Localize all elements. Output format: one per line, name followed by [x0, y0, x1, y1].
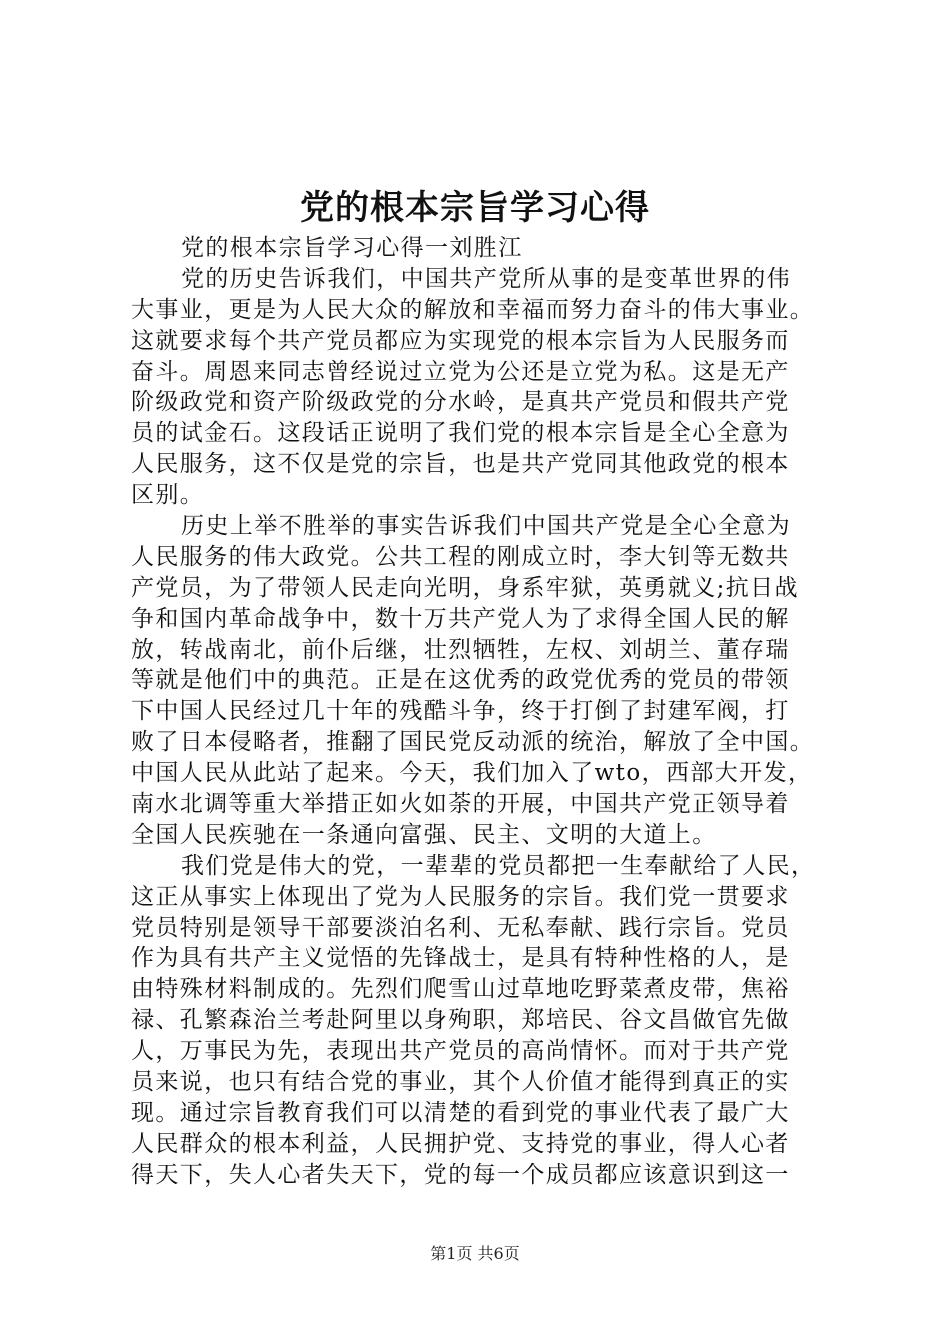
paragraph-1-line: 区别。: [131, 482, 205, 509]
paragraph-2-line: 全国人民疾驰在一条通向富强、民主、文明的大道上。: [131, 821, 717, 848]
paragraph-3-line: 人民群众的根本利益，人民拥护党、支持党的事业，得人心者: [131, 1130, 790, 1157]
paragraph-3-line: 人，万事民为先，表现出共产党员的高尚情怀。而对于共产党: [131, 1038, 790, 1065]
paragraph-2-line: 败了日本侵略者，推翻了国民党反动派的统治，解放了全中国。: [131, 729, 815, 756]
paragraph-2-line: 历史上举不胜举的事实告诉我们中国共产党是全心全意为: [181, 513, 791, 540]
paragraph-2-line: 南水北调等重大举措正如火如荼的开展，中国共产党正领导着: [131, 791, 790, 818]
paragraph-3-line: 这正从事实上体现出了党为人民服务的宗旨。我们党一贯要求: [131, 883, 790, 910]
paragraph-3-line: 党员特别是领导干部要淡泊名利、无私奉献、践行宗旨。党员: [131, 914, 790, 941]
paragraph-3-line: 作为具有共产主义觉悟的先锋战士，是具有特种性格的人，是: [131, 945, 790, 972]
paragraph-3-line: 现。通过宗旨教育我们可以清楚的看到党的事业代表了最广大: [131, 1099, 790, 1126]
paragraph-2-line: 争和国内革命战争中，数十万共产党人为了求得全国人民的解: [131, 605, 790, 632]
subtitle-line: 党的根本宗旨学习心得一刘胜江: [181, 235, 523, 261]
paragraph-3-line: 禄、孔繁森治兰考赴阿里以身殉职，郑培民、谷文昌做官先做: [131, 1007, 790, 1034]
paragraph-3-line: 员来说，也只有结合党的事业，其个人价值才能得到真正的实: [131, 1069, 790, 1096]
document-body: [131, 233, 847, 1191]
paragraph-2-line: 中国人民从此站了起来。今天，我们加入了wto，西部大开发，: [131, 760, 813, 787]
paragraph-2-line: 等就是他们中的典范。正是在这优秀的政党优秀的党员的带领: [131, 667, 790, 694]
page-footer: 第1页 共6页: [430, 1244, 520, 1263]
paragraph-1-line: 奋斗。周恩来同志曾经说过立党为公还是立党为私。这是无产: [131, 358, 790, 385]
paragraph-2-line: 人民服务的伟大政党。公共工程的刚成立时，李大钊等无数共: [131, 543, 790, 570]
document-title: 党的根本宗旨学习心得: [300, 188, 650, 228]
paragraph-1-line: 大事业，更是为人民大众的解放和幸福而努力奋斗的伟大事业。: [131, 296, 815, 323]
paragraph-3-line: 我们党是伟大的党，一辈辈的党员都把一生奉献给了人民，: [181, 852, 816, 879]
paragraph-2-line: 下中国人民经过几十年的残酷斗争，终于打倒了封建军阀，打: [131, 698, 790, 725]
paragraph-1-line: 人民服务，这不仅是党的宗旨，也是共产党同其他政党的根本: [131, 451, 790, 478]
paragraph-1-line: 阶级政党和资产阶级政党的分水岭，是真共产党员和假共产党: [131, 389, 790, 416]
paragraph-2-line: 产党员，为了带领人民走向光明，身系牢狱，英勇就义;抗日战: [131, 574, 799, 601]
paragraph-3-line: 由特殊材料制成的。先烈们爬雪山过草地吃野菜煮皮带，焦裕: [131, 976, 790, 1003]
paragraph-3-line: 得天下，失人心者失天下，党的每一个成员都应该意识到这一: [131, 1161, 790, 1188]
paragraph-1-line: 员的试金石。这段话正说明了我们党的根本宗旨是全心全意为: [131, 420, 790, 447]
paragraph-1-line: 这就要求每个共产党员都应为实现党的根本宗旨为人民服务而: [131, 327, 790, 354]
paragraph-1-line: 党的历史告诉我们，中国共产党所从事的是变革世界的伟: [181, 265, 791, 292]
paragraph-2-line: 放，转战南北，前仆后继，壮烈牺牲，左权、刘胡兰、董存瑞: [131, 636, 790, 663]
